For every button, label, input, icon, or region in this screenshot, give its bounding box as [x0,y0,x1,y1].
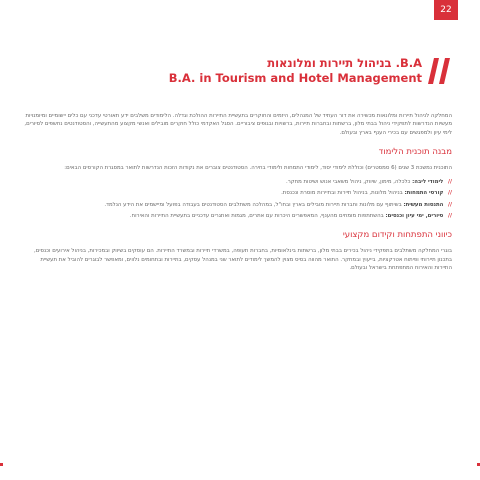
bullet-text: בניהול מלונות, בניהול תיירות ובתיירות מוסרת ונכנסת. [281,190,403,197]
title-block [92,56,452,86]
bullet-slash-icon: // [448,190,452,197]
page-number-badge: 22 [434,0,458,20]
title-hebrew: B.A. בניהול תיירות ומלונאות [267,56,422,70]
bullet-lead: סיורים, ימי עיון וכנסים: [385,213,444,220]
bullet-lead: לימודי ליבה: [412,179,444,186]
title-english: B.A. in Tourism and Hotel Management [168,71,422,85]
bullet-slash-icon: // [448,179,452,186]
double-slash-icon [428,58,452,84]
career-heading: כיווני התפתחות וקידום מקצועי [342,230,452,241]
structure-paragraph: התוכנית נמשכת 3 שנים (6 סמסטרים) וכוללת לימודי יסוד, לימודי התמחות ולימודי בחירה. הסטודנטים צוברים את נקודות הזכות הנדרשות לתואר במסגרת הקורסים הבאים: [64,164,452,171]
career-paragraph: בוגרי המחלקה משתלבים בתפקידי ניהול בכירים בבתי מלון, ברשתות בינלאומיות, בחברות תעופה, במשרדי תיירות ובמשרד התיירות. הם עוסקים בשיווק ובמכירות, בניהול אירועים וכנסים, בתכנון תיירותי ופיתוח אטרקציות, בייעוץ ובמחקר. התואר מהווה בסיס מצוין להמשך לימודים לתואר שני במנהל עסקים, בתיירות ובתחומים נלווים, ומאפשר לבוגרים להוביל את תעשיית התיירות והאירוח המתפתחת בישראל ובעולם. [34,248,452,271]
list-item [22,201,452,209]
list-item [22,212,452,220]
list-item [22,178,452,186]
footer-mark-left [0,463,3,466]
bullet-lead: התנסות מעשית: [403,201,444,208]
structure-heading: מבנה תוכנית הלימוד [378,146,452,157]
bullet-text: בשיתוף עם מלונות וחברות תיירות מובילים בארץ ובחו"ל, במהלכה משתלבים הסטודנטים בעבודה בפועל ומיישמים את הידע הנלמד. [104,201,402,208]
bullet-text: כלכלה, מימון, שיווק, ניהול משאבי אנוש ושיטות מחקר. [285,179,411,186]
list-item [22,189,452,197]
intro-paragraph: המחלקה לניהול תיירות ומלונאות מכשירה את דור העתיד של המנהלים, היזמים והחוקרים בתעשיית התיירות ההולכת וגדלה. הלימודים משלבים ידע תאורטי עדכני עם כלים יישומיים ומיומנויות מעשיות הנדרשות לתפקידי ניהול בבתי מלון, ברשתות ובחברות תיירות, ברשויות ובגופים ציבוריים. הסגל האקדמי כולל חוקרים מובילים ואנשי מקצוע מהתעשייה, והסטודנטים נחשפים לסיורים, לימי עיון ולמפגשים עם בכירי הענף בארץ ובעולם. [24,113,452,136]
bullet-lead: קורסי התמחות: [404,190,444,197]
bullet-slash-icon: // [448,201,452,208]
bullet-slash-icon: // [448,213,452,220]
bullet-text: בהשתתפות מומחים מהענף, המאפשרים היכרות עם אתרים, מגמות ואתגרים עדכניים בתעשיית התיירות והאירוח. [129,213,384,220]
content-body [22,112,452,278]
